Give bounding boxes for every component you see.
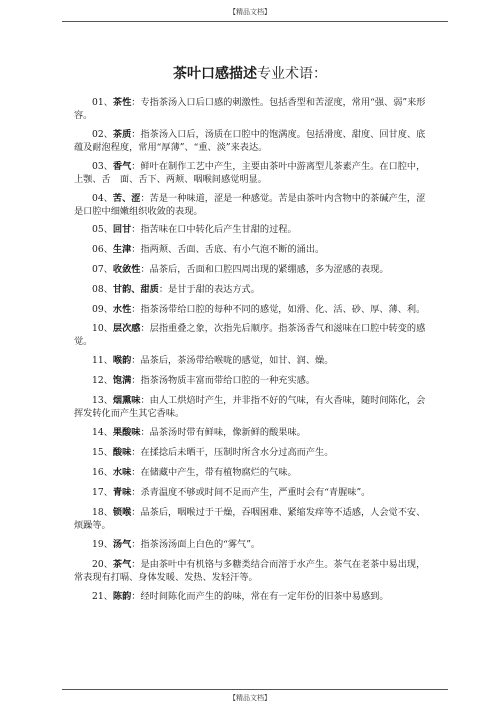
entry-definition: ：指两颊、舌面、舌底、有小气泡不断的涌出。 (131, 244, 325, 255)
entry-definition: ：品茶后，咽喉过于干燥，吞咽困难、紧缩发痒等不适感，人会觉不安、烦躁等。 (74, 507, 426, 531)
page-footer-label: 【精品文档】 (229, 694, 271, 702)
footer-divider (62, 689, 448, 690)
entry-definition: ：指茶汤带给口腔的每种不同的感觉，如滑、化、活、砂、厚、薄、利。 (131, 304, 426, 315)
entry-term: 水性 (112, 304, 132, 315)
entry-number: 18、 (92, 507, 113, 518)
term-entry (74, 374, 426, 387)
term-list (74, 96, 426, 609)
term-entry (74, 466, 426, 479)
term-entry (74, 192, 426, 218)
entry-term: 回甘 (112, 224, 132, 235)
term-entry (74, 322, 426, 348)
header-divider (62, 21, 448, 22)
entry-number: 17、 (92, 487, 113, 498)
term-entry (74, 160, 426, 186)
entry-number: 15、 (92, 447, 113, 458)
entry-number: 11、 (92, 355, 113, 366)
entry-term: 饱满 (112, 375, 132, 386)
entry-definition: ：指茶汤物质丰富而带给口腔的一种充实感。 (131, 375, 316, 386)
entry-term: 茶性 (112, 97, 132, 108)
entry-definition: ：由人工烘焙时产生，并非指不好的气味，有火香味，随时间陈化，会挥发转化而产生其它香味。 (74, 395, 426, 419)
entry-definition: ：专指茶汤入口后口感的刺激性。包括香型和苦涩度，常用“强、弱”来形容。 (74, 97, 426, 121)
page-title (0, 63, 500, 83)
entry-definition: ：指茶汤汤面上白色的“雾气”。 (131, 539, 261, 550)
term-entry (74, 354, 426, 367)
entry-definition: ：在储藏中产生，带有植物腐烂的气味。 (131, 467, 297, 478)
entry-number: 03、 (92, 161, 113, 172)
entry-definition: ：品茶汤时带有鲜味，像新鲜的酸果味。 (140, 427, 306, 438)
entry-number: 01、 (92, 97, 113, 108)
entry-term: 层次感 (112, 323, 141, 334)
entry-term: 喉韵 (112, 355, 132, 366)
entry-number: 14、 (92, 427, 113, 438)
term-entry (74, 558, 426, 584)
term-entry (74, 96, 426, 122)
term-entry (74, 486, 426, 499)
entry-term: 青味 (112, 487, 132, 498)
entry-definition: ：苦是一种味道，涩是一种感觉。苦是由茶叶内含物中的茶碱产生，涩是口腔中细嫩组织收敛的表现。 (74, 193, 426, 217)
term-entry (74, 506, 426, 532)
entry-term: 收敛性 (112, 264, 141, 275)
entry-term: 陈韵 (112, 591, 132, 602)
term-entry (74, 128, 426, 154)
entry-definition: ：经时间陈化而产生的韵味，常在有一定年份的旧茶中易感到。 (131, 591, 389, 602)
entry-number: 20、 (92, 559, 113, 570)
entry-term: 香气 (112, 161, 132, 172)
entry-definition: ：是甘于甜的表达方式。 (158, 284, 260, 295)
term-entry (74, 263, 426, 276)
entry-definition: ：鲜叶在制作工艺中产生，主要由茶叶中游离型儿茶素产生。在口腔中，上颚、舌 面、舌下、两颊、咽喉间感觉明显。 (74, 161, 426, 185)
term-entry (74, 243, 426, 256)
entry-term: 果酸味 (112, 427, 141, 438)
entry-definition: ：品茶后，舌面和口腔四周出现的紧绷感，多为涩感的表现。 (140, 264, 389, 275)
page-header-label: 【精品文档】 (229, 8, 271, 16)
term-entry (74, 283, 426, 296)
entry-number: 12、 (92, 375, 113, 386)
entry-number: 21、 (92, 591, 113, 602)
term-entry (74, 223, 426, 236)
entry-term: 酸味 (112, 447, 132, 458)
entry-term: 甘韵、甜质 (112, 284, 159, 295)
entry-number: 07、 (92, 264, 113, 275)
entry-term: 苦、涩 (112, 193, 141, 204)
entry-definition: ：层指重叠之象，次指先后顺序。指茶汤香气和滋味在口腔中转变的感觉。 (74, 323, 426, 347)
title-bold: 茶叶口感描述 (173, 66, 257, 82)
entry-number: 13、 (92, 395, 113, 406)
entry-definition: ：品茶后，茶汤带给喉咙的感觉，如甘、润、燥。 (131, 355, 334, 366)
entry-number: 02、 (92, 129, 113, 140)
term-entry (74, 426, 426, 439)
entry-definition: ：在揉捻后未晒干，压制时所含水分过高而产生。 (131, 447, 334, 458)
entry-definition: ：指苦味在口中转化后产生甘甜的过程。 (131, 224, 297, 235)
term-entry (74, 590, 426, 603)
entry-term: 汤气 (112, 539, 132, 550)
entry-term: 水味 (112, 467, 132, 478)
title-rest: 专业术语： (257, 66, 327, 82)
entry-number: 19、 (92, 539, 113, 550)
entry-number: 04、 (92, 193, 113, 204)
term-entry (74, 303, 426, 316)
term-entry (74, 538, 426, 551)
entry-definition: ：杀青温度不够或时间不足而产生，严重时会有“青腥味”。 (131, 487, 371, 498)
term-entry (74, 446, 426, 459)
entry-number: 06、 (92, 244, 113, 255)
entry-term: 茶气 (112, 559, 132, 570)
entry-term: 茶质 (112, 129, 132, 140)
entry-number: 09、 (92, 304, 113, 315)
entry-definition: ：是由茶叶中有机铬与多糖类结合而溶于水产生。茶气在老茶中易出现，常表现有打嗝、身体发暖、发热、发轻汗等。 (74, 559, 426, 583)
entry-number: 16、 (92, 467, 113, 478)
entry-term: 烟熏味 (112, 395, 141, 406)
entry-number: 08、 (92, 284, 113, 295)
entry-number: 05、 (92, 224, 113, 235)
entry-definition: ：指茶汤入口后，汤质在口腔中的饱满度。包括滑度、甜度、回甘度、底蕴及耐泡程度，常用“厚薄”、“重、淡”来表达。 (74, 129, 426, 153)
entry-term: 生津 (112, 244, 132, 255)
term-entry (74, 394, 426, 420)
entry-number: 10、 (92, 323, 113, 334)
entry-term: 锁喉 (112, 507, 132, 518)
